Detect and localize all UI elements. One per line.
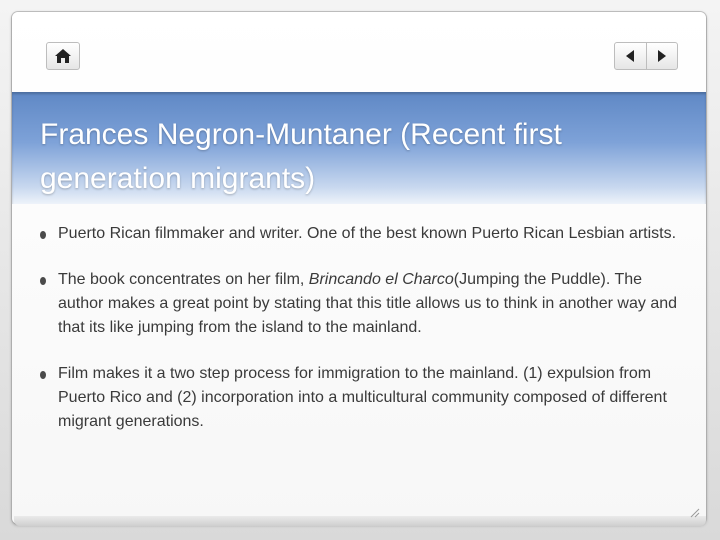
previous-slide-button[interactable] bbox=[615, 43, 646, 69]
resize-grip-icon bbox=[688, 506, 700, 518]
arrow-left-icon bbox=[624, 49, 636, 63]
bullet-icon bbox=[40, 231, 46, 239]
slide-title: Frances Negron-Muntaner (Recent first generation migrants) bbox=[40, 118, 562, 195]
bullet-text-pre: The book concentrates on her film, bbox=[58, 271, 309, 288]
bullet-text: Puerto Rican filmmaker and writer. One of the best known Puerto Rican Lesbian artists. bbox=[58, 225, 677, 242]
slide-navigation bbox=[614, 42, 678, 70]
bullet-item bbox=[40, 222, 680, 246]
bullet-list bbox=[40, 222, 680, 456]
bottom-bar bbox=[14, 516, 706, 526]
home-button[interactable] bbox=[46, 42, 80, 70]
arrow-right-icon bbox=[656, 49, 668, 63]
bullet-icon bbox=[40, 371, 46, 379]
bullet-icon bbox=[40, 277, 46, 285]
bullet-item bbox=[40, 362, 680, 434]
bullet-text-post: (Jumping the Puddle). The author makes a great point by stating that this title allows us to think in another way and that its like jumping from the island to the mainland. bbox=[58, 271, 678, 336]
film-title: Brincando el Charco bbox=[308, 271, 454, 288]
next-slide-button[interactable] bbox=[646, 43, 678, 69]
home-icon bbox=[54, 48, 72, 64]
bullet-text: Film makes it a two step process for immigration to the mainland. (1) expulsion from Puerto Rico and (2) incorporation into a multicultural community composed of different migrant generations. bbox=[58, 365, 667, 430]
bullet-item bbox=[40, 268, 680, 340]
